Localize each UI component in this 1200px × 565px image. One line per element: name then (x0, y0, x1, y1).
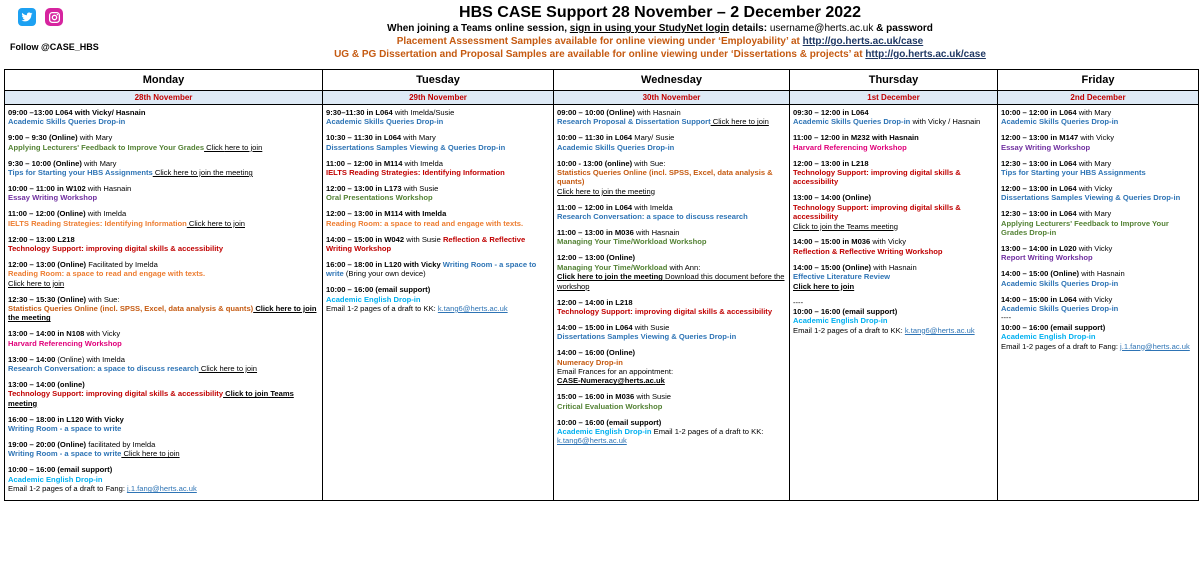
event-detail: with Sue: (86, 294, 120, 304)
day-header: Tuesday (323, 70, 554, 91)
event-detail: (Online) with Imelda (55, 354, 125, 364)
note-text: When joining a Teams online session, (387, 23, 570, 34)
day-events (5, 105, 322, 494)
event-title: Academic Skills Queries Drop-in (1001, 117, 1119, 127)
event-title: Academic Skills Queries Drop-in (793, 117, 911, 127)
event-detail: with Mary (401, 133, 436, 143)
day-header-row (5, 70, 1199, 91)
event-block (8, 440, 319, 459)
event-block (326, 133, 550, 152)
event-title: Technology Support: improving digital skills & accessibility (557, 306, 773, 316)
event-block (793, 193, 994, 231)
event-block (557, 108, 786, 127)
event-detail: 10:00 – 12:00 in L064 (1001, 108, 1077, 117)
event-detail: 16:00 – 18:00 in L120 With Vicky (8, 414, 124, 424)
event-title: Academic English Drop-in (8, 474, 103, 484)
event-detail: with Susie (401, 183, 439, 193)
event-detail: 09:30 – 12:00 in L064 (793, 108, 869, 117)
event-detail: with Sue: (632, 158, 666, 168)
event-detail: 12:00 – 13:00 L218 (8, 234, 75, 244)
event-detail: Mary/ Susie (632, 133, 675, 143)
event-block (326, 285, 550, 313)
timetable (4, 69, 1199, 501)
event-title: Academic Skills Queries Drop-in (326, 117, 444, 127)
event-title: Academic Skills Queries Drop-in (557, 142, 675, 152)
event-detail: with Mary (77, 133, 113, 143)
event-title: Academic English Drop-in (793, 316, 888, 326)
event-detail: with Imelda/Susie (392, 108, 455, 117)
event-link[interactable]: Click here to join (710, 117, 769, 127)
follow-handle: Follow @CASE_HBS (10, 42, 99, 52)
event-block (557, 323, 786, 342)
event-block (793, 133, 994, 152)
event-block (1001, 159, 1195, 178)
event-link[interactable]: j.1.fang@herts.ac.uk (127, 484, 197, 494)
event-block (8, 380, 319, 408)
event-block (793, 263, 994, 291)
event-block (8, 159, 319, 178)
event-detail: 10:00 – 11:30 in L064 (557, 133, 633, 143)
event-link[interactable]: k.tang6@herts.ac.uk (557, 436, 627, 446)
event-title: Writing Room - a space to write (8, 424, 122, 434)
event-block (557, 133, 786, 152)
event-link[interactable]: Click here to join the meeting (557, 186, 655, 196)
event-block (8, 260, 319, 288)
event-detail: with Susie (404, 234, 443, 244)
event-title: Technology Support: improving digital skills & accessibility (793, 168, 961, 187)
event-detail: 14:00 – 15:00 in W042 (326, 234, 405, 244)
event-block (326, 235, 550, 254)
event-detail: with Ann: (667, 262, 701, 272)
event-detail: with Mary (1076, 108, 1112, 117)
event-detail: 12:30 – 13:00 in L064 (1001, 158, 1077, 168)
day-events (323, 105, 553, 313)
event-block (793, 159, 994, 187)
event-title: Dissertations Samples Viewing & Queries Drop-in (557, 332, 737, 342)
event-title: Academic English Drop-in (557, 426, 652, 436)
event-link[interactable]: Click here to join (186, 218, 245, 228)
event-title: Essay Writing Workshop (1001, 142, 1091, 152)
event-detail: Email 1-2 pages of a draft to Fang: (8, 484, 128, 494)
event-detail: 12:00 – 13:00 (Online) (8, 259, 87, 269)
event-title: Research Conversation: a space to discuss research (8, 364, 199, 374)
day-header: Thursday (790, 70, 998, 91)
event-detail: Email 1-2 pages of a draft to KK: (326, 304, 438, 313)
event-block (1001, 133, 1195, 152)
event-title: Writing Room - a space to write (8, 449, 122, 459)
event-title: Harvard Referencing Workshop (793, 142, 907, 152)
event-title: Academic Skills Queries Drop-in (1001, 278, 1119, 288)
event-detail: 12:30 – 15:30 (Online) (8, 294, 87, 304)
event-block (793, 237, 994, 256)
event-link[interactable]: Click to join the Teams meeting (793, 221, 898, 231)
event-block (1001, 295, 1195, 351)
event-detail: with Vicky / Hasnain (910, 117, 981, 127)
event-detail: ---- (1001, 313, 1012, 323)
event-title: Academic Skills Queries Drop-in (1001, 304, 1119, 313)
event-block (793, 298, 994, 336)
event-link[interactable]: k.tang6@herts.ac.uk (437, 304, 508, 313)
event-title: Writing Room - a space to write (326, 259, 537, 279)
event-detail: with Vicky (1078, 133, 1114, 143)
event-detail: with Hasnain (1079, 269, 1125, 279)
placement-samples-note (120, 35, 1200, 48)
event-detail: 10:00 – 11:00 in W102 (8, 183, 86, 193)
event-block (557, 203, 786, 222)
day-events-cell (323, 105, 554, 501)
event-block (8, 184, 319, 203)
event-detail: with Vicky (1076, 183, 1113, 193)
event-title: Statistics Queries Online (incl. SPSS, Excel, data analysis & quants) (557, 168, 773, 187)
event-title: Research Conversation: a space to discuss research (557, 212, 748, 222)
event-title: Dissertations Samples Viewing & Queries Drop-in (1001, 193, 1181, 203)
event-block (1001, 209, 1195, 237)
day-events (998, 105, 1198, 351)
event-block (326, 260, 550, 279)
date-cell: 1st December (790, 91, 998, 105)
event-detail: 12:00 – 14:00 in L218 (557, 297, 633, 307)
date-cell: 28th November (5, 91, 323, 105)
event-link[interactable]: Click (204, 142, 225, 152)
event-block (8, 209, 319, 228)
event-link[interactable]: CASE-Numeracy@herts.ac.uk (557, 376, 665, 386)
dissertation-samples-note (120, 48, 1200, 61)
event-title: Technology Support: improving digital skills & accessibility (8, 389, 224, 399)
event-detail: with Mary (1076, 158, 1112, 168)
event-detail: with Hasnain (869, 133, 919, 143)
day-events (790, 105, 997, 335)
event-detail: Email 1-2 pages of a draft to KK: (793, 325, 905, 335)
event-title: Tips for Starting your HBS Assignments (1001, 168, 1146, 178)
event-detail: Email 1-2 pages of a draft to Fang: (1001, 341, 1121, 351)
event-link[interactable]: Click here to join (198, 364, 258, 374)
event-block (557, 253, 786, 291)
event-block (793, 108, 994, 127)
event-detail: 13:00 – 14:00 (Online) (793, 193, 872, 203)
event-detail: with Susie (634, 392, 671, 402)
page-header (0, 4, 1200, 61)
event-detail: facilitated by Imelda (86, 439, 156, 449)
event-detail: 19:00 – 20:00 (Online) (8, 439, 87, 449)
event-detail: 09:00 – 10:00 (Online) (557, 108, 636, 117)
event-detail: with Susie (632, 322, 670, 332)
event-title: Statistics Queries Online (incl. SPSS, Excel, data analysis & quants) (8, 304, 254, 313)
case-link[interactable]: http://go.herts.ac.uk/case (865, 49, 986, 60)
event-block (1001, 244, 1195, 263)
teams-login-note (120, 22, 1200, 35)
date-row (5, 91, 1199, 105)
event-detail: 10:00 – 16:00 (email support) (793, 306, 898, 316)
event-block (326, 209, 550, 228)
event-block (8, 295, 319, 323)
event-title: Effective Literature Review (793, 272, 891, 282)
event-block (1001, 184, 1195, 203)
event-block (8, 329, 319, 348)
event-block (8, 108, 319, 127)
event-detail: with Hasnain (871, 262, 917, 272)
event-detail: with Hasnain (635, 108, 681, 117)
event-title: Numeracy Drop-in (557, 357, 623, 367)
event-detail: 12:00 – 13:00 (Online) (557, 253, 636, 263)
event-detail: 13:00 – 14:00 (online) (8, 379, 85, 389)
event-detail: 13:00 – 14:00 (8, 354, 56, 364)
event-title: Essay Writing Workshop (8, 193, 98, 203)
event-detail: with Mary (81, 158, 117, 168)
event-detail: 9:30 – 10:00 (Online) (8, 158, 82, 168)
event-title: Academic English Drop-in (1001, 332, 1096, 342)
event-detail: 10:00 – 16:00 (email support) (326, 285, 431, 295)
event-detail: 12:00 – 13:00 in M114 with Imelda (326, 209, 447, 219)
event-title: IELTS Reading Strategies: Identifying Information (8, 218, 187, 228)
event-title: Tips for Starting your HBS Assignments (8, 168, 153, 178)
page-title: HBS CASE Support 28 November – 2 December 2022 (459, 4, 861, 21)
event-link[interactable]: k.tang6@herts.ac.uk (904, 325, 975, 335)
event-link[interactable]: workshop (557, 281, 590, 291)
event-block (326, 108, 550, 127)
event-block (8, 465, 319, 493)
event-title: Report Writing Workshop (1001, 253, 1093, 263)
event-detail: 10:00 – 16:00 (email support) (1001, 322, 1106, 332)
event-detail: 13:00 – 14:00 in N108 (8, 329, 85, 339)
event-block (8, 415, 319, 434)
events-row (5, 105, 1199, 501)
event-detail: 12:30 – 13:00 in L064 (1001, 209, 1077, 219)
event-block (8, 133, 319, 152)
date-cell: 29th November (323, 91, 554, 105)
event-title: Reading Room: a space to read and engage with texts. (8, 269, 206, 279)
event-detail: 9:00 – 9:30 (Online) (8, 133, 78, 143)
event-title: Applying Lecturers' Feedback to Improve Your Grades (8, 142, 205, 152)
event-detail: 14:00 – 15:00 in L064 (1001, 294, 1077, 304)
event-block (557, 298, 786, 317)
day-events-cell (790, 105, 998, 501)
event-detail: 14:00 – 16:00 (Online) (557, 348, 636, 358)
event-block (557, 159, 786, 197)
event-detail: ---- (793, 297, 804, 307)
date-cell: 30th November (554, 91, 790, 105)
event-block (1001, 108, 1195, 127)
event-detail: with Vicky (1076, 294, 1113, 304)
event-detail: 11:00 – 13:00 in M036 (557, 228, 634, 238)
note-username: username@herts.ac.uk (769, 23, 874, 34)
event-detail: (Bring your own device) (343, 269, 426, 279)
event-link[interactable]: Download this document before the (662, 272, 785, 282)
event-block (8, 355, 319, 374)
event-detail: with Imelda (402, 158, 443, 168)
case-link[interactable]: http://go.herts.ac.uk/case (802, 36, 924, 47)
event-title: Academic Skills Queries Drop-in (8, 117, 126, 127)
note-text: & password (873, 23, 933, 34)
event-title: Critical Evaluation Workshop (557, 401, 663, 411)
event-detail: 12:00 – 13:00 in M147 (1001, 133, 1079, 143)
event-detail: 14:00 – 15:00 in L064 (557, 322, 633, 332)
event-detail: with Vicky (870, 237, 906, 247)
event-detail: with Hasnain (85, 183, 132, 193)
event-link[interactable]: Click here to join the meeting (8, 304, 317, 323)
event-block (557, 348, 786, 386)
event-detail: 11:00 – 12:00 in M114 (326, 158, 403, 168)
event-title: Academic English Drop-in (326, 294, 421, 304)
event-detail: 10:00 – 16:00 (email support) (8, 465, 113, 475)
event-detail: 10:30 – 11:30 in L064 (326, 133, 402, 143)
event-block (326, 184, 550, 203)
event-block (557, 418, 786, 446)
event-title: Managing Your Time/Workload Workshop (557, 237, 707, 247)
event-detail: with Mary (1076, 209, 1112, 219)
day-events-cell (998, 105, 1199, 501)
note-text: details: (729, 23, 770, 34)
note-login-text: sign in using your StudyNet login (569, 23, 730, 34)
note-text: Placement Assessment Samples available for online viewing under ‘Employability’ at (396, 36, 803, 47)
event-detail: Email Frances for an appointment: (557, 366, 674, 376)
event-detail: 9:30–11:30 in L064 (326, 108, 393, 117)
event-block (326, 159, 550, 178)
event-link[interactable]: Click here to join the meeting (557, 272, 663, 282)
event-detail: 14:00 – 15:00 (Online) (793, 262, 872, 272)
event-detail: 13:00 – 14:00 in L020 (1001, 243, 1077, 253)
event-detail: with Vicky (84, 329, 121, 339)
day-header: Monday (5, 70, 323, 91)
event-link[interactable]: Click here to join (8, 278, 65, 288)
event-title: Oral Presentations Workshop (326, 193, 433, 203)
event-detail: 09:00 –13:00 L064 with Vicky/ Hasnain (8, 108, 146, 117)
event-detail: 12:00 – 13:00 in L173 (326, 183, 402, 193)
event-detail: 10:00 - 13:00 (online) (557, 158, 633, 168)
event-link[interactable]: here to join (224, 142, 263, 152)
event-detail: 12:00 – 13:00 in L218 (793, 158, 869, 168)
event-detail: 14:00 – 15:00 (Online) (1001, 269, 1080, 279)
event-title: Research Proposal & Dissertation Support (557, 117, 711, 127)
event-detail: 11:00 – 12:00 (Online) (8, 209, 86, 219)
event-detail: with Imelda (632, 202, 673, 212)
date-cell: 2nd December (998, 91, 1199, 105)
event-detail: Facilitated by Imelda (86, 259, 158, 269)
event-detail: with Hasnain (633, 228, 680, 238)
event-title: Dissertations Samples Viewing & Queries Drop-in (326, 142, 506, 152)
event-detail: 14:00 – 15:00 in M036 (793, 237, 871, 247)
day-header: Wednesday (554, 70, 790, 91)
event-title: IELTS Reading Strategies: Identifying Information (326, 168, 505, 178)
event-title: Applying Lecturers' Feedback to Improve Your Grades Drop-in (1001, 218, 1169, 238)
event-title: Technology Support: improving digital skills & accessibility (8, 243, 224, 253)
day-events-cell (5, 105, 323, 501)
note-text: UG & PG Dissertation and Proposal Samples are available for online viewing under ‘Dissertations & projects’ at (334, 49, 866, 60)
event-title: Technology Support: improving digital skills & accessibility (793, 202, 961, 222)
event-title: Harvard Referencing Workshop (8, 338, 122, 348)
event-title: Reflection & Reflective Writing Workshop (793, 246, 943, 256)
event-link[interactable]: Click here to join (121, 449, 180, 459)
event-link[interactable]: Click to join Teams meeting (8, 389, 294, 408)
event-detail: Email 1-2 pages of a draft to KK: (651, 426, 764, 436)
event-link[interactable]: Click here to join (793, 281, 855, 291)
event-block (557, 392, 786, 411)
day-header: Friday (998, 70, 1199, 91)
event-detail: 11:00 – 12:00 in M232 (793, 133, 870, 143)
event-detail: 11:00 – 12:00 in L064 (557, 202, 633, 212)
day-events (554, 105, 789, 446)
event-title: Reading Room: a space to read and engage with texts. (326, 218, 524, 228)
event-block (557, 228, 786, 247)
event-detail: 12:00 – 13:00 in L064 (1001, 183, 1077, 193)
event-detail: 15:00 – 16:00 in M036 (557, 392, 635, 402)
event-title: Reflection & Reflective Writing Workshop (326, 234, 526, 253)
event-detail: with Vicky (1076, 243, 1113, 253)
event-link[interactable]: j.1.fang@herts.ac.uk (1120, 341, 1190, 351)
event-detail: with Imelda (85, 209, 127, 219)
event-title: Managing Your Time/Workload (557, 262, 668, 272)
event-block (8, 235, 319, 254)
event-detail: 16:00 – 18:00 in L120 with Vicky (326, 259, 441, 269)
event-block (1001, 269, 1195, 288)
event-detail: 10:00 – 16:00 (email support) (557, 417, 662, 427)
event-link[interactable]: Click here to join the meeting (152, 168, 253, 178)
day-events-cell (554, 105, 790, 501)
